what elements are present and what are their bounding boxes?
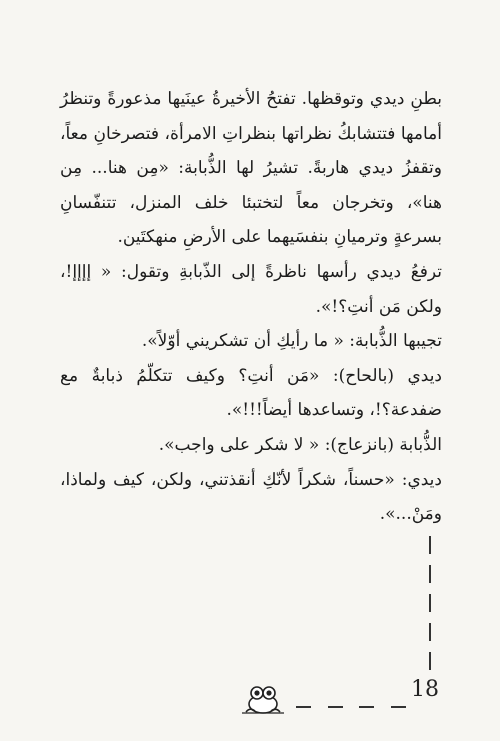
paragraph-2: ترفعُ ديدي رأسها ناظرةً إلى الذّبابةِ وتقول: « إإإإ!، ولكن مَن أنتِ؟!». bbox=[60, 261, 442, 317]
paragraph-4: ديدي (بالحاح): «مَن أنتِ؟ وكيف تتكلّمُ ذبابةٌ مع ضفدعة؟!، وتساعدها أيضاً!!!». bbox=[60, 365, 442, 421]
footer-dash bbox=[296, 706, 311, 708]
margin-dash-marks bbox=[425, 536, 435, 681]
paragraph-6: ديدي: «حسناً، شكراً لأنّكِ أنقذتني، ولكن، كيف ولماذا، ومَنْ...». bbox=[60, 469, 442, 525]
margin-mark bbox=[429, 652, 431, 670]
footer-dash bbox=[359, 706, 374, 708]
paragraph-1: بطنِ ديدي وتوقظها. تفتحُ الأخيرةُ عينَيها مذعورةً وتنظرُ أمامها فتتشابكُ نظراتها بنظراتِ الامرأة، فتصرخانِ معاً، وتقفزُ ديدي هاربةً. تشيرُ لها الذُّبابة: «مِن هنا... مِن هنا»، وتخرجان معاً لتختبئا خلف المنزل، تتنفّسانِ بسرعةٍ وترميانِ بنفسَيهما على الأرضِ منهكتَين. bbox=[60, 89, 443, 248]
margin-mark bbox=[429, 594, 431, 612]
story-text bbox=[60, 82, 442, 532]
paragraph-3: تجيبها الذُّبابة: « ما رأيكِ أن تشكريني أوّلاً». bbox=[141, 331, 442, 352]
margin-mark bbox=[429, 536, 431, 554]
footer-dash bbox=[391, 706, 406, 708]
margin-mark bbox=[429, 623, 431, 641]
frog-icon bbox=[238, 682, 288, 716]
page-number: 18 bbox=[411, 677, 439, 702]
paragraph-5: الذُّبابة (بانزعاج): « لا شكر على واجب». bbox=[158, 434, 442, 455]
margin-mark bbox=[429, 565, 431, 583]
footer-dashes bbox=[296, 706, 406, 708]
footer-dash bbox=[328, 706, 343, 708]
